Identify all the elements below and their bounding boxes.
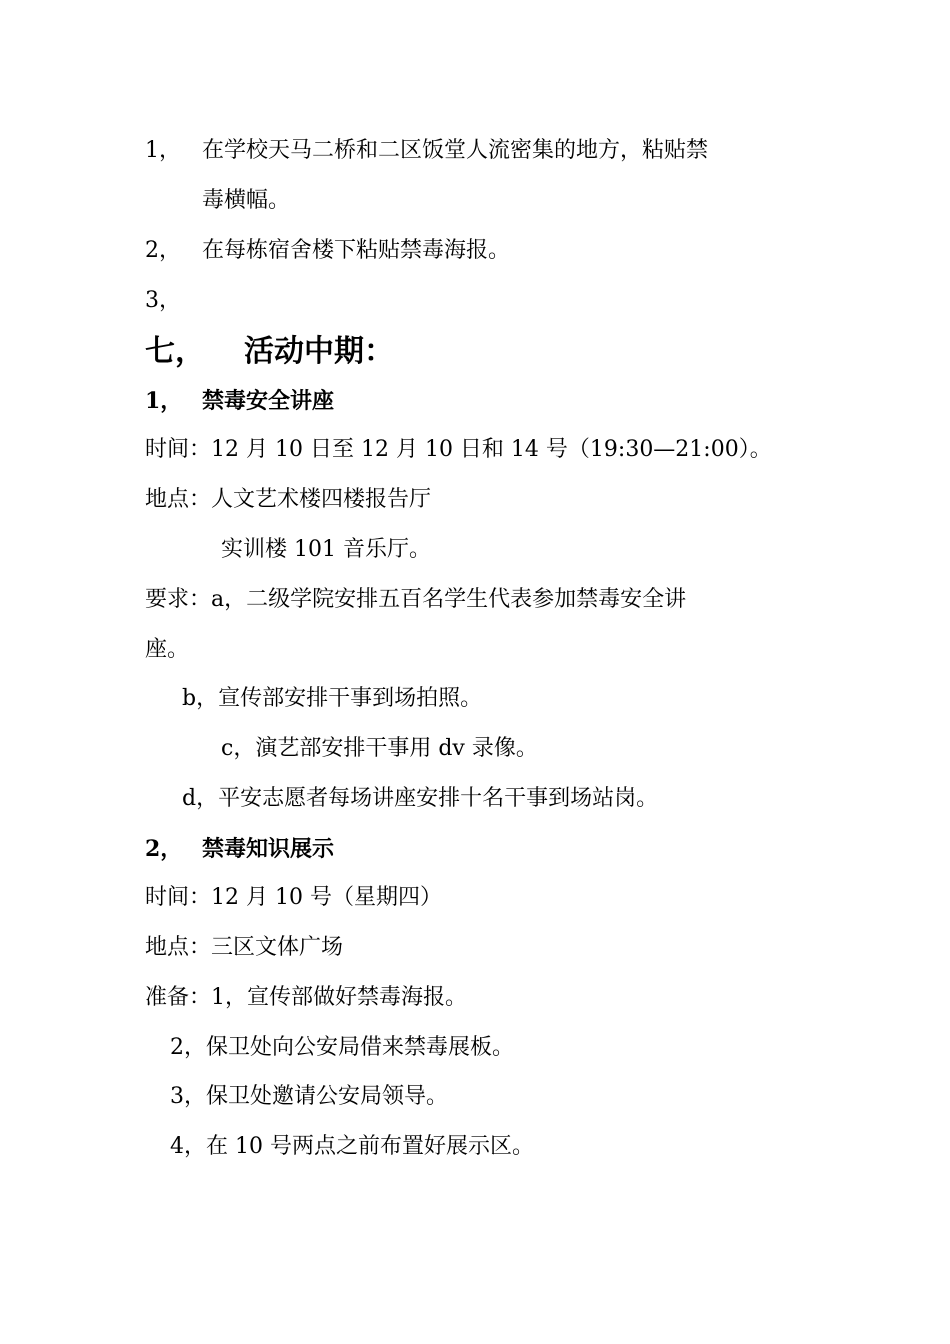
subsection-number: 2， [145, 836, 183, 862]
subsection-title: 禁毒安全讲座 [202, 388, 335, 414]
preparation-1: 准备：1，宣传部做好禁毒海报。 [145, 985, 467, 1010]
list-text: 在学校天马二桥和二区饭堂人流密集的地方，粘贴禁 [202, 138, 709, 163]
requirement-d: d，平安志愿者每场讲座安排十名干事到场站岗。 [182, 786, 659, 811]
place-line: 地点：人文艺术楼四楼报告厅 [145, 487, 432, 512]
place-line: 地点：三区文体广场 [145, 935, 344, 960]
preparation-2: 2，保卫处向公安局借来禁毒展板。 [170, 1035, 514, 1060]
place-line-2: 实训楼 101 音乐厅。 [221, 537, 431, 562]
time-line: 时间：12 月 10 日至 12 月 10 日和 14 号（19:30—21:00）。 [145, 437, 772, 462]
preparation-3: 3，保卫处邀请公安局领导。 [170, 1084, 448, 1109]
list-text: 在每栋宿舍楼下粘贴禁毒海报。 [202, 238, 511, 263]
requirement-a: 要求：a，二级学院安排五百名学生代表参加禁毒安全讲 [145, 587, 687, 612]
requirement-a-continuation: 座。 [145, 637, 190, 662]
section-title: 活动中期： [244, 334, 394, 369]
subsection-number: 1， [145, 388, 183, 414]
list-number: 1， [145, 138, 181, 163]
list-number: 2， [145, 238, 181, 263]
preparation-4: 4，在 10 号两点之前布置好展示区。 [170, 1134, 534, 1159]
requirement-b: b，宣传部安排干事到场拍照。 [182, 686, 483, 711]
requirement-c: c，演艺部安排干事用 dv 录像。 [221, 736, 538, 761]
list-text: 毒横幅。 [202, 188, 291, 213]
subsection-title: 禁毒知识展示 [202, 836, 335, 862]
time-line: 时间：12 月 10 号（星期四） [145, 885, 442, 910]
section-number: 七， [145, 334, 205, 369]
list-number: 3， [145, 288, 181, 313]
